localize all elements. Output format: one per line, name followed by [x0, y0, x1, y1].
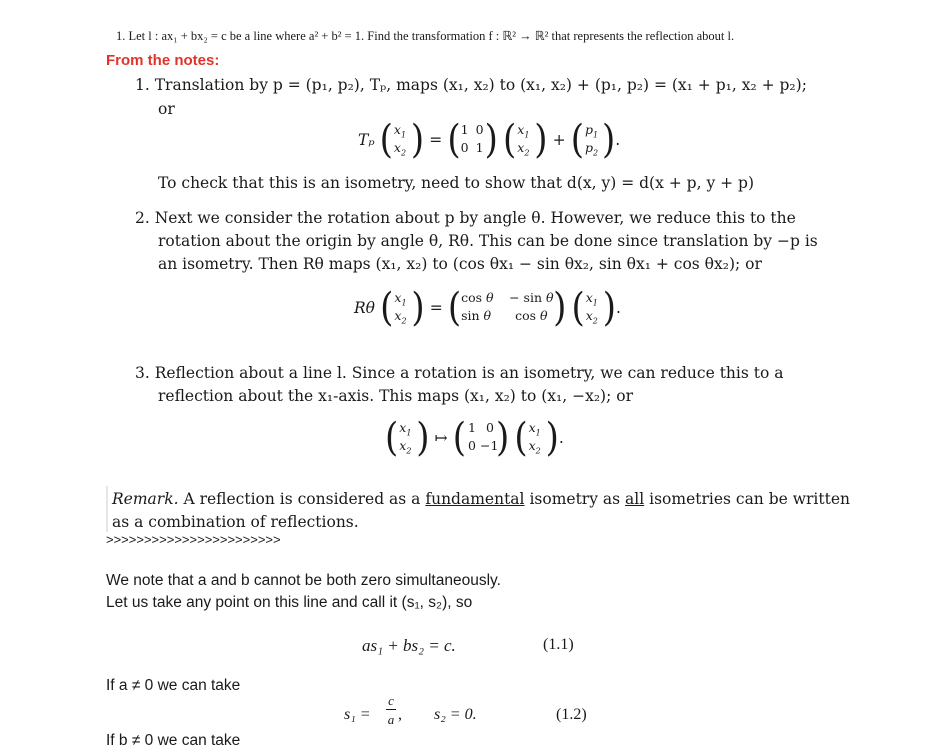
item3-line1: 3. Reflection about a line l. Since a rotation is an isometry, we can reduce this to a	[135, 364, 784, 382]
remark-all: all	[625, 490, 645, 508]
translation-label: Tₚ	[358, 131, 375, 149]
comma: ,	[398, 706, 402, 723]
if-a-nonzero: If a ≠ 0 we can take	[106, 677, 241, 694]
reflection-equation: ( $x_1$ $x_2$ ) ↦ ( 1 0 0 −1 ) ( $x_1$ $x_2$ ).	[385, 415, 564, 461]
translation-equation: Tₚ ( $x_1$ $x_2$ ) = ( 1 0 0 1 ) ( $x_1$ $x_2$ ) + ( $p_1$ $p_2$ ).	[358, 117, 621, 163]
solution-line1: We note that a and b cannot be both zero simultaneously.	[106, 572, 501, 589]
remark-bar	[106, 486, 108, 532]
rotation-equation: Rθ ( $x_1$ $x_2$ ) = ( cos θ − sin θ sin θ cos θ ) ( $x_1$ $x_2$ ).	[354, 285, 621, 331]
problem-statement: 1. Let l : ax₁ + bx₂ = c be a line where a² + b² = 1. Find the transformation f : ℝ² → ℝ² that represents the reflection about l.	[116, 29, 735, 43]
fraction-numerator: c	[386, 693, 396, 710]
notes-heading: From the notes:	[106, 52, 220, 69]
remark-text-a: A reflection is considered as a	[183, 490, 421, 508]
separator: >>>>>>>>>>>>>>>>>>>>>>>	[106, 532, 281, 547]
item1-or: or	[158, 100, 175, 118]
equation-1-2-number: (1.2)	[556, 706, 587, 723]
equation-1-2-s1: s₁ =	[344, 706, 371, 723]
remark-fundamental: fundamental	[425, 490, 525, 508]
item1-check: To check that this is an isometry, need to show that d(x, y) = d(x + p, y + p)	[158, 174, 755, 192]
rotation-label: Rθ	[354, 299, 376, 317]
if-b-nonzero: If b ≠ 0 we can take	[106, 732, 241, 749]
item2-line2: rotation about the origin by angle θ, Rθ. This can be done since translation by −p is	[158, 232, 818, 250]
remark-label: Remark.	[112, 490, 179, 508]
item2-line1: 2. Next we consider the rotation about p by angle θ. However, we reduce this to the	[135, 209, 796, 227]
equation-1-2-s2: s₂ = 0.	[434, 706, 477, 723]
remark-text-b: isometry as	[529, 490, 621, 508]
item2-line3: an isometry. Then Rθ maps (x₁, x₂) to (cos θx₁ − sin θx₂, sin θx₁ + cos θx₂); or	[158, 255, 762, 273]
fraction-denominator: a	[387, 712, 395, 727]
equation-1-1-number: (1.1)	[543, 636, 574, 653]
remark-text-c: isometries can be written	[649, 490, 850, 508]
equation-1-1: as₁ + bs₂ = c.	[362, 636, 456, 655]
remark-line2: as a combination of reflections.	[112, 513, 359, 531]
solution-line2: Let us take any point on this line and call it (s₁, s₂), so	[106, 594, 473, 611]
item3-line2: reflection about the x₁-axis. This maps (x₁, x₂) to (x₁, −x₂); or	[158, 387, 633, 405]
remark-line1	[112, 490, 850, 508]
item1-line1: 1. Translation by p = (p₁, p₂), Tₚ, maps (x₁, x₂) to (x₁, x₂) + (p₁, p₂) = (x₁ + p₁, x₂ + p₂);	[135, 76, 807, 94]
